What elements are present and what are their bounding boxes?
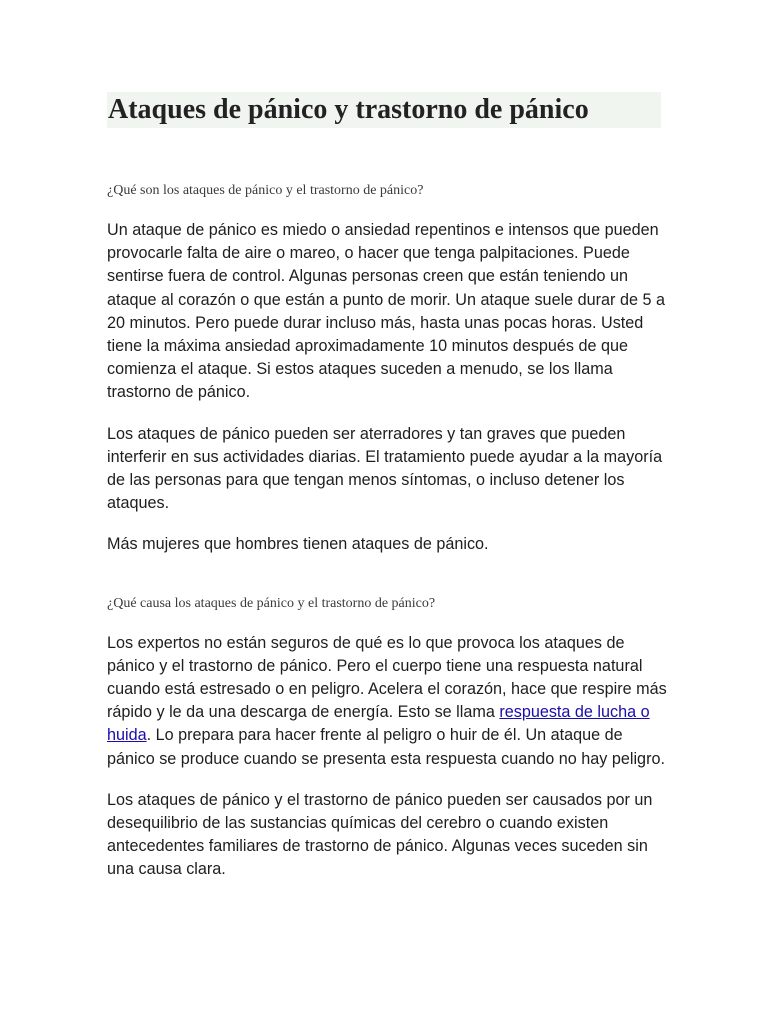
paragraph-definition: Un ataque de pánico es miedo o ansiedad repentinos e intensos que pueden provocarle falta de aire o mareo, o hacer que tenga palpitaciones. Puede sentirse fuera de control. Algunas personas creen que están teniendo un ataque al corazón o que están a punto de morir. Un ataque suele durar de 5 a 20 minutos. Pero puede durar incluso más, hasta unas pocas horas. Usted tiene la máxima ansiedad aproximadamente 10 minutos después de que comienza el ataque. Si estos ataques suceden a menudo, se los llama trastorno de pánico.	[107, 221, 665, 402]
section-heading-what-are: ¿Qué son los ataques de pánico y el trastorno de pánico?	[107, 183, 424, 198]
paragraph-causes-text-before: Los expertos no están seguros de qué es lo que provoca los ataques de pánico y el trastorno de pánico. Pero el cuerpo tiene una respuesta natural cuando está estresado o en peligro. Acelera el corazón, hace que respire más rápido y le da una descarga de energía. Esto se llama	[107, 633, 667, 722]
paragraph-causes-response	[107, 632, 667, 771]
page-title: Ataques de pánico y trastorno de pánico	[108, 94, 589, 125]
paragraph-causes-text-after: . Lo prepara para hacer frente al peligro o huir de él. Un ataque de pánico se produce cuando se presenta esta respuesta cuando no hay peligro.	[107, 726, 665, 768]
title-band	[107, 92, 661, 128]
paragraph-women-men: Más mujeres que hombres tienen ataques de pánico.	[107, 535, 489, 554]
paragraph-causes-chemical: Los ataques de pánico y el trastorno de pánico pueden ser causados por un desequilibrio de las sustancias químicas del cerebro o cuando existen antecedentes familiares de trastorno de pánico. Algunas veces suceden sin una causa clara.	[107, 790, 653, 879]
section-heading-causes: ¿Qué causa los ataques de pánico y el trastorno de pánico?	[107, 595, 436, 611]
fight-or-flight-link[interactable]: respuesta de lucha o huida	[107, 703, 650, 745]
paragraph-severity: Los ataques de pánico pueden ser aterradores y tan graves que pueden interferir en sus actividades diarias. El tratamiento puede ayudar a la mayoría de las personas para que tengan menos síntomas, o incluso detener los ataques.	[107, 424, 663, 513]
